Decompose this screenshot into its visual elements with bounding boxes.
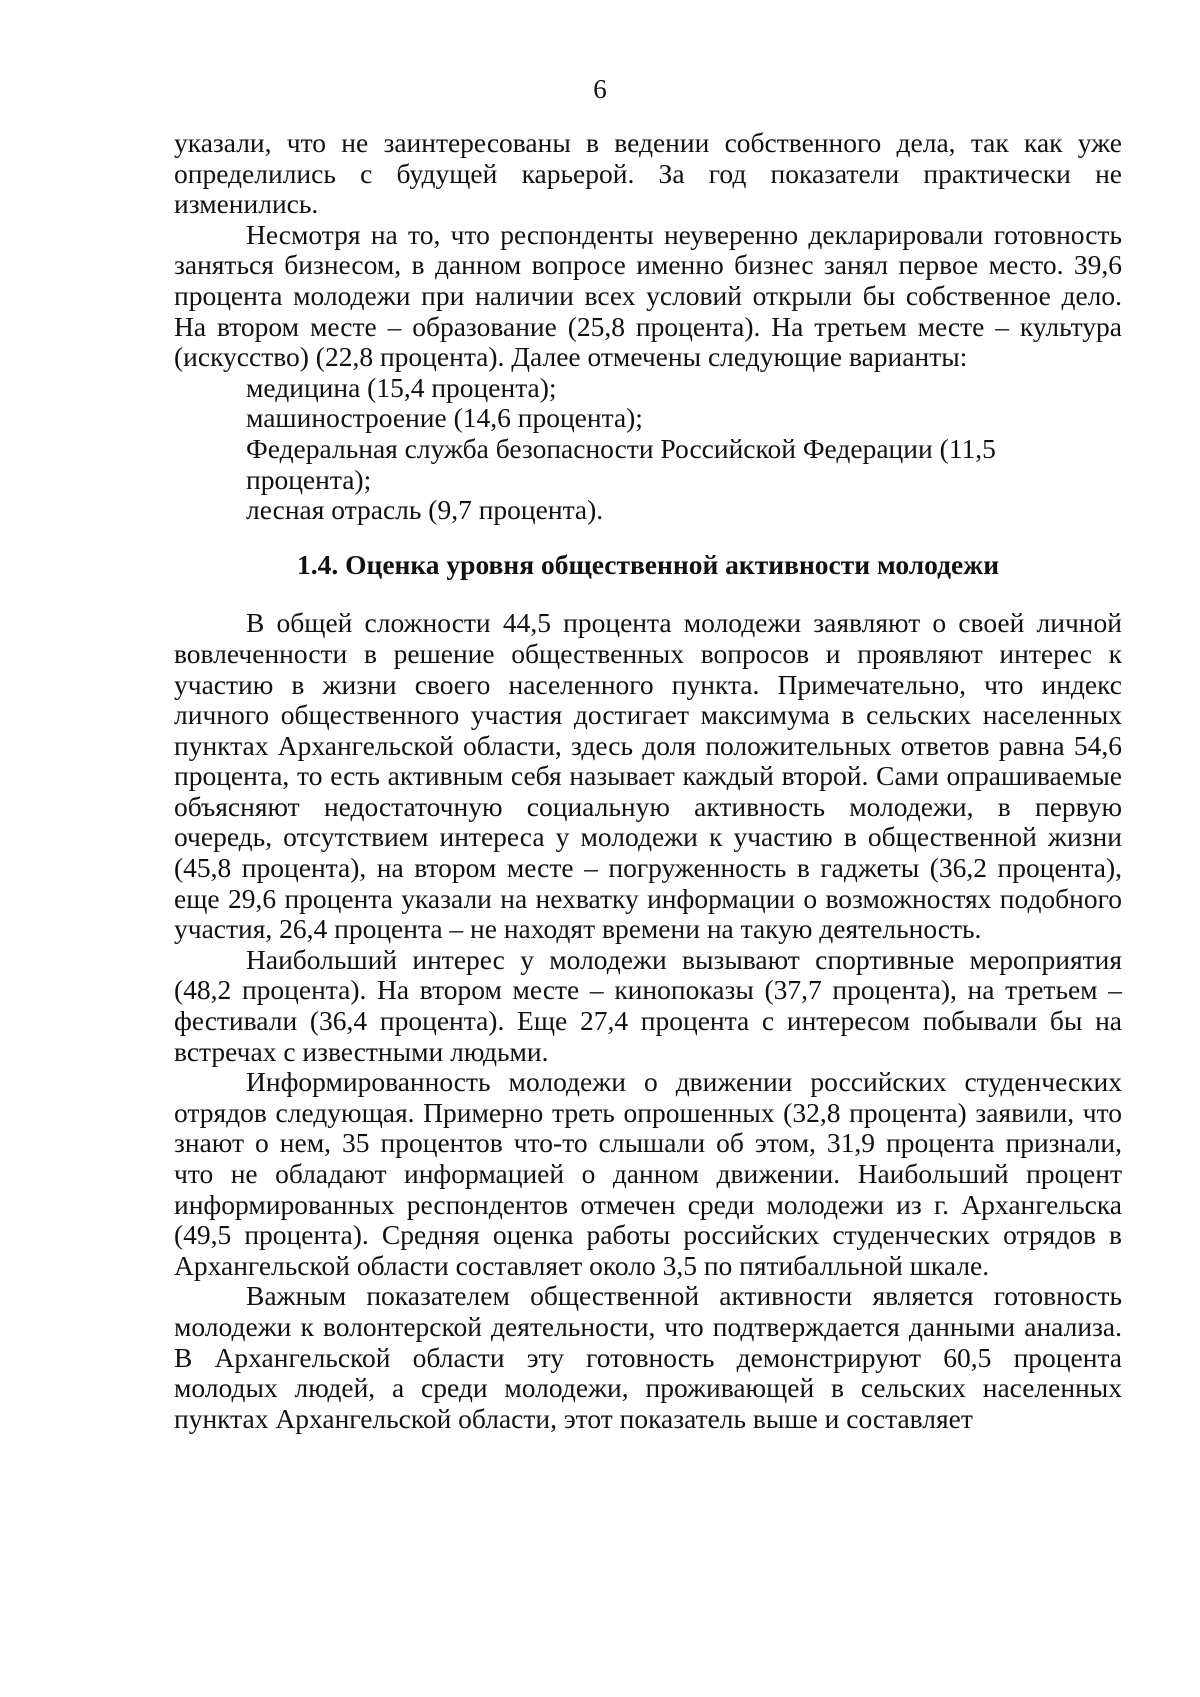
paragraph-continuation: указали, что не заинтересованы в ведении собственного дела, так как уже определились с будущей карьерой. За год показатели практически не изменились.	[174, 127, 1122, 220]
paragraph-business-preference: Несмотря на то, что респонденты неуверенно декларировали готовность заняться бизнесом, в данном вопросе именно бизнес занял первое место. 39,6 процента молодежи при наличии всех условий открыли бы собственное дело. На втором месте – образование (25,8 процента). На третьем месте – культура (искусство) (22,8 процента). Далее отмечены следующие варианты:	[174, 218, 1122, 373]
paragraph-student-teams: Информированность молодежи о движении российских студенческих отрядов следующая. Примерно треть опрошенных (32,8 процента) заявили, что знают о нем, 35 процентов что-то слышали об этом, 31,9 процента признали, что не обладают информацией о данном движении. Наибольший процент информированных респондентов отмечен среди молодежи из г. Архангельска (49,5 процента). Средняя оценка работы российских студенческих отрядов в Архангельской области составляет около 3,5 по пятибалльной шкале.	[174, 1066, 1122, 1281]
list-item-medicine: медицина (15,4 процента);	[246, 371, 557, 403]
document-body	[174, 128, 1122, 1434]
paragraph-civic-engagement: В общей сложности 44,5 процента молодежи заявляют о своей личной вовлеченности в решение общественных вопросов и проявляют интерес к участию в жизни своего населенного пункта. Примечательно, что индекс личного общественного участия достигает максимума в сельских населенных пунктах Архангельской области, здесь доля положительных ответов равна 54,6 процента, то есть активным себя называет каждый второй. Сами опрашиваемые объясняют недостаточную социальную активность молодежи, в первую очередь, отсутствием интереса у молодежи к участию в общественной жизни (45,8 процента), на втором месте – погруженность в гаджеты (36,2 процента), еще 29,6 процента указали на нехватку информации о возможностях подобного участия, 26,4 процента – не находят времени на такую деятельность.	[174, 607, 1122, 945]
section-heading: 1.4. Оценка уровня общественной активности молодежи	[296, 548, 1000, 580]
paragraph-event-interest: Наибольший интерес у молодежи вызывают спортивные мероприятия (48,2 процента). На втором месте – кинопоказы (37,7 процента), на третьем – фестивали (36,4 процента). Еще 27,4 процента с интересом побывали бы на встречах с известными людьми.	[174, 943, 1122, 1067]
list-item-fsb: Федеральная служба безопасности Российской Федерации (11,5 процента);	[246, 432, 996, 495]
page-number: 6	[593, 74, 607, 104]
list-item-engineering: машиностроение (14,6 процента);	[246, 402, 643, 434]
paragraph-volunteering: Важным показателем общественной активности является готовность молодежи к волонтерской деятельности, что подтверждается данными анализа. В Архангельской области эту готовность демонстрируют 60,5 процента молодых людей, а среди молодежи, проживающей в сельских населенных пунктах Архангельской области, этот показатель выше и составляет	[174, 1280, 1122, 1434]
list-item-forestry: лесная отрасль (9,7 процента).	[246, 494, 604, 526]
